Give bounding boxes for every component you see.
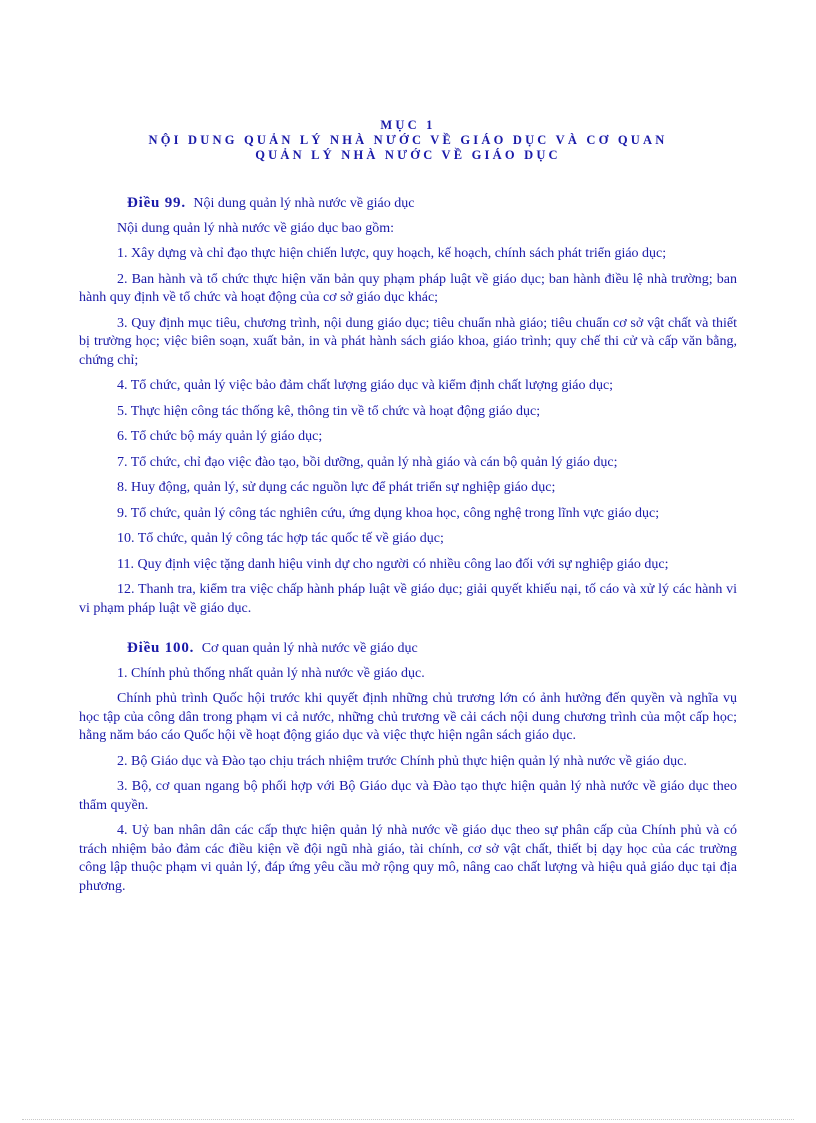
article-100-heading (79, 639, 737, 659)
article-99-item: 7. Tổ chức, chỉ đạo việc đào tạo, bồi dưỡng, quản lý nhà giáo và cán bộ quản lý giáo dục; (117, 454, 618, 470)
article-99-item: 3. Quy định mục tiêu, chương trình, nội dung giáo dục; tiêu chuẩn nhà giáo; tiêu chuẩn cơ sở vật chất và thiết bị trường học; việc biên soạn, xuất bản, in và phát hành sách giáo khoa, giáo trình; quy chế thi cử và cấp văn bằng, chứng chỉ; (79, 315, 737, 368)
article-99-number: Điều 99. (127, 195, 186, 211)
article-100-paragraph: 2. Bộ Giáo dục và Đào tạo chịu trách nhiệm trước Chính phủ thực hiện quản lý nhà nước về giáo dục. (117, 753, 687, 769)
article-100-paragraph: Chính phủ trình Quốc hội trước khi quyết định những chủ trương lớn có ảnh hưởng đến quyền và nghĩa vụ học tập của công dân trong phạm vi cả nước, những chủ trương về cải cách nội dung chương trình của một cấp học; hằng năm báo cáo Quốc hội về hoạt động giáo dục và việc thực hiện ngân sách giáo dục. (79, 691, 737, 743)
section-title-line-1: NỘI DUNG QUẢN LÝ NHÀ NƯỚC VỀ GIÁO DỤC VÀ CƠ QUAN (148, 133, 668, 147)
section-title-line-2: QUẢN LÝ NHÀ NƯỚC VỀ GIÁO DỤC (255, 148, 561, 162)
article-99-item: 11. Quy định việc tặng danh hiệu vinh dự cho người có nhiều công lao đối với sự nghiệp giáo dục; (117, 556, 669, 572)
article-99-item: 10. Tổ chức, quản lý công tác hợp tác quốc tế về giáo dục; (117, 531, 444, 546)
article-99-item: 12. Thanh tra, kiểm tra việc chấp hành pháp luật về giáo dục; giải quyết khiếu nại, tố cáo và xử lý các hành vi vi phạm pháp luật về giáo dục. (79, 582, 737, 616)
article-99-item: 4. Tổ chức, quản lý việc bảo đảm chất lượng giáo dục và kiểm định chất lượng giáo dục; (117, 378, 614, 393)
page-bottom-divider (22, 1119, 794, 1120)
article-99-heading (79, 194, 737, 214)
article-99-item: 2. Ban hành và tổ chức thực hiện văn bản quy phạm pháp luật về giáo dục; ban hành điều lệ nhà trường; ban hành quy định về tổ chức và hoạt động của cơ sở giáo dục khác; (79, 271, 737, 305)
article-99-title: Nội dung quản lý nhà nước về giáo dục (193, 196, 415, 211)
article-100-paragraph: 1. Chính phủ thống nhất quản lý nhà nước về giáo dục. (117, 665, 425, 681)
article-99-intro: Nội dung quản lý nhà nước về giáo dục bao gồm: (117, 220, 395, 236)
article-99-item: 1. Xây dựng và chỉ đạo thực hiện chiến lược, quy hoạch, kế hoạch, chính sách phát triển giáo dục; (117, 246, 667, 261)
article-100-number: Điều 100. (127, 640, 195, 656)
article-spacer (79, 625, 737, 639)
article-100-paragraph: 4. Uỷ ban nhân dân các cấp thực hiện quản lý nhà nước về giáo dục theo sự phân cấp của Chính phủ và có trách nhiệm bảo đảm các điều kiện về đội ngũ nhà giáo, tài chính, cơ sở vật chất, thiết bị dạy học của các trường công lập thuộc phạm vi quản lý, đáp ứng yêu cầu mở rộng quy mô, nâng cao chất lượng và hiệu quả giáo dục tại địa phương. (79, 823, 737, 894)
article-100-title: Cơ quan quản lý nhà nước về giáo dục (201, 641, 418, 656)
article-99-item: 9. Tổ chức, quản lý công tác nghiên cứu, ứng dụng khoa học, công nghệ trong lĩnh vực giáo dục; (117, 505, 660, 521)
article-99-item: 6. Tổ chức bộ máy quản lý giáo dục; (117, 429, 323, 444)
section-number: MỤC 1 (380, 118, 436, 132)
article-99-item: 5. Thực hiện công tác thống kê, thông tin về tổ chức và hoạt động giáo dục; (117, 403, 541, 419)
document-body (79, 194, 737, 903)
article-100-paragraph: 3. Bộ, cơ quan ngang bộ phối hợp với Bộ Giáo dục và Đào tạo thực hiện quản lý nhà nước về giáo dục theo thẩm quyền. (79, 779, 737, 813)
section-heading (60, 118, 756, 163)
article-99-item: 8. Huy động, quản lý, sử dụng các nguồn lực để phát triển sự nghiệp giáo dục; (117, 480, 556, 495)
